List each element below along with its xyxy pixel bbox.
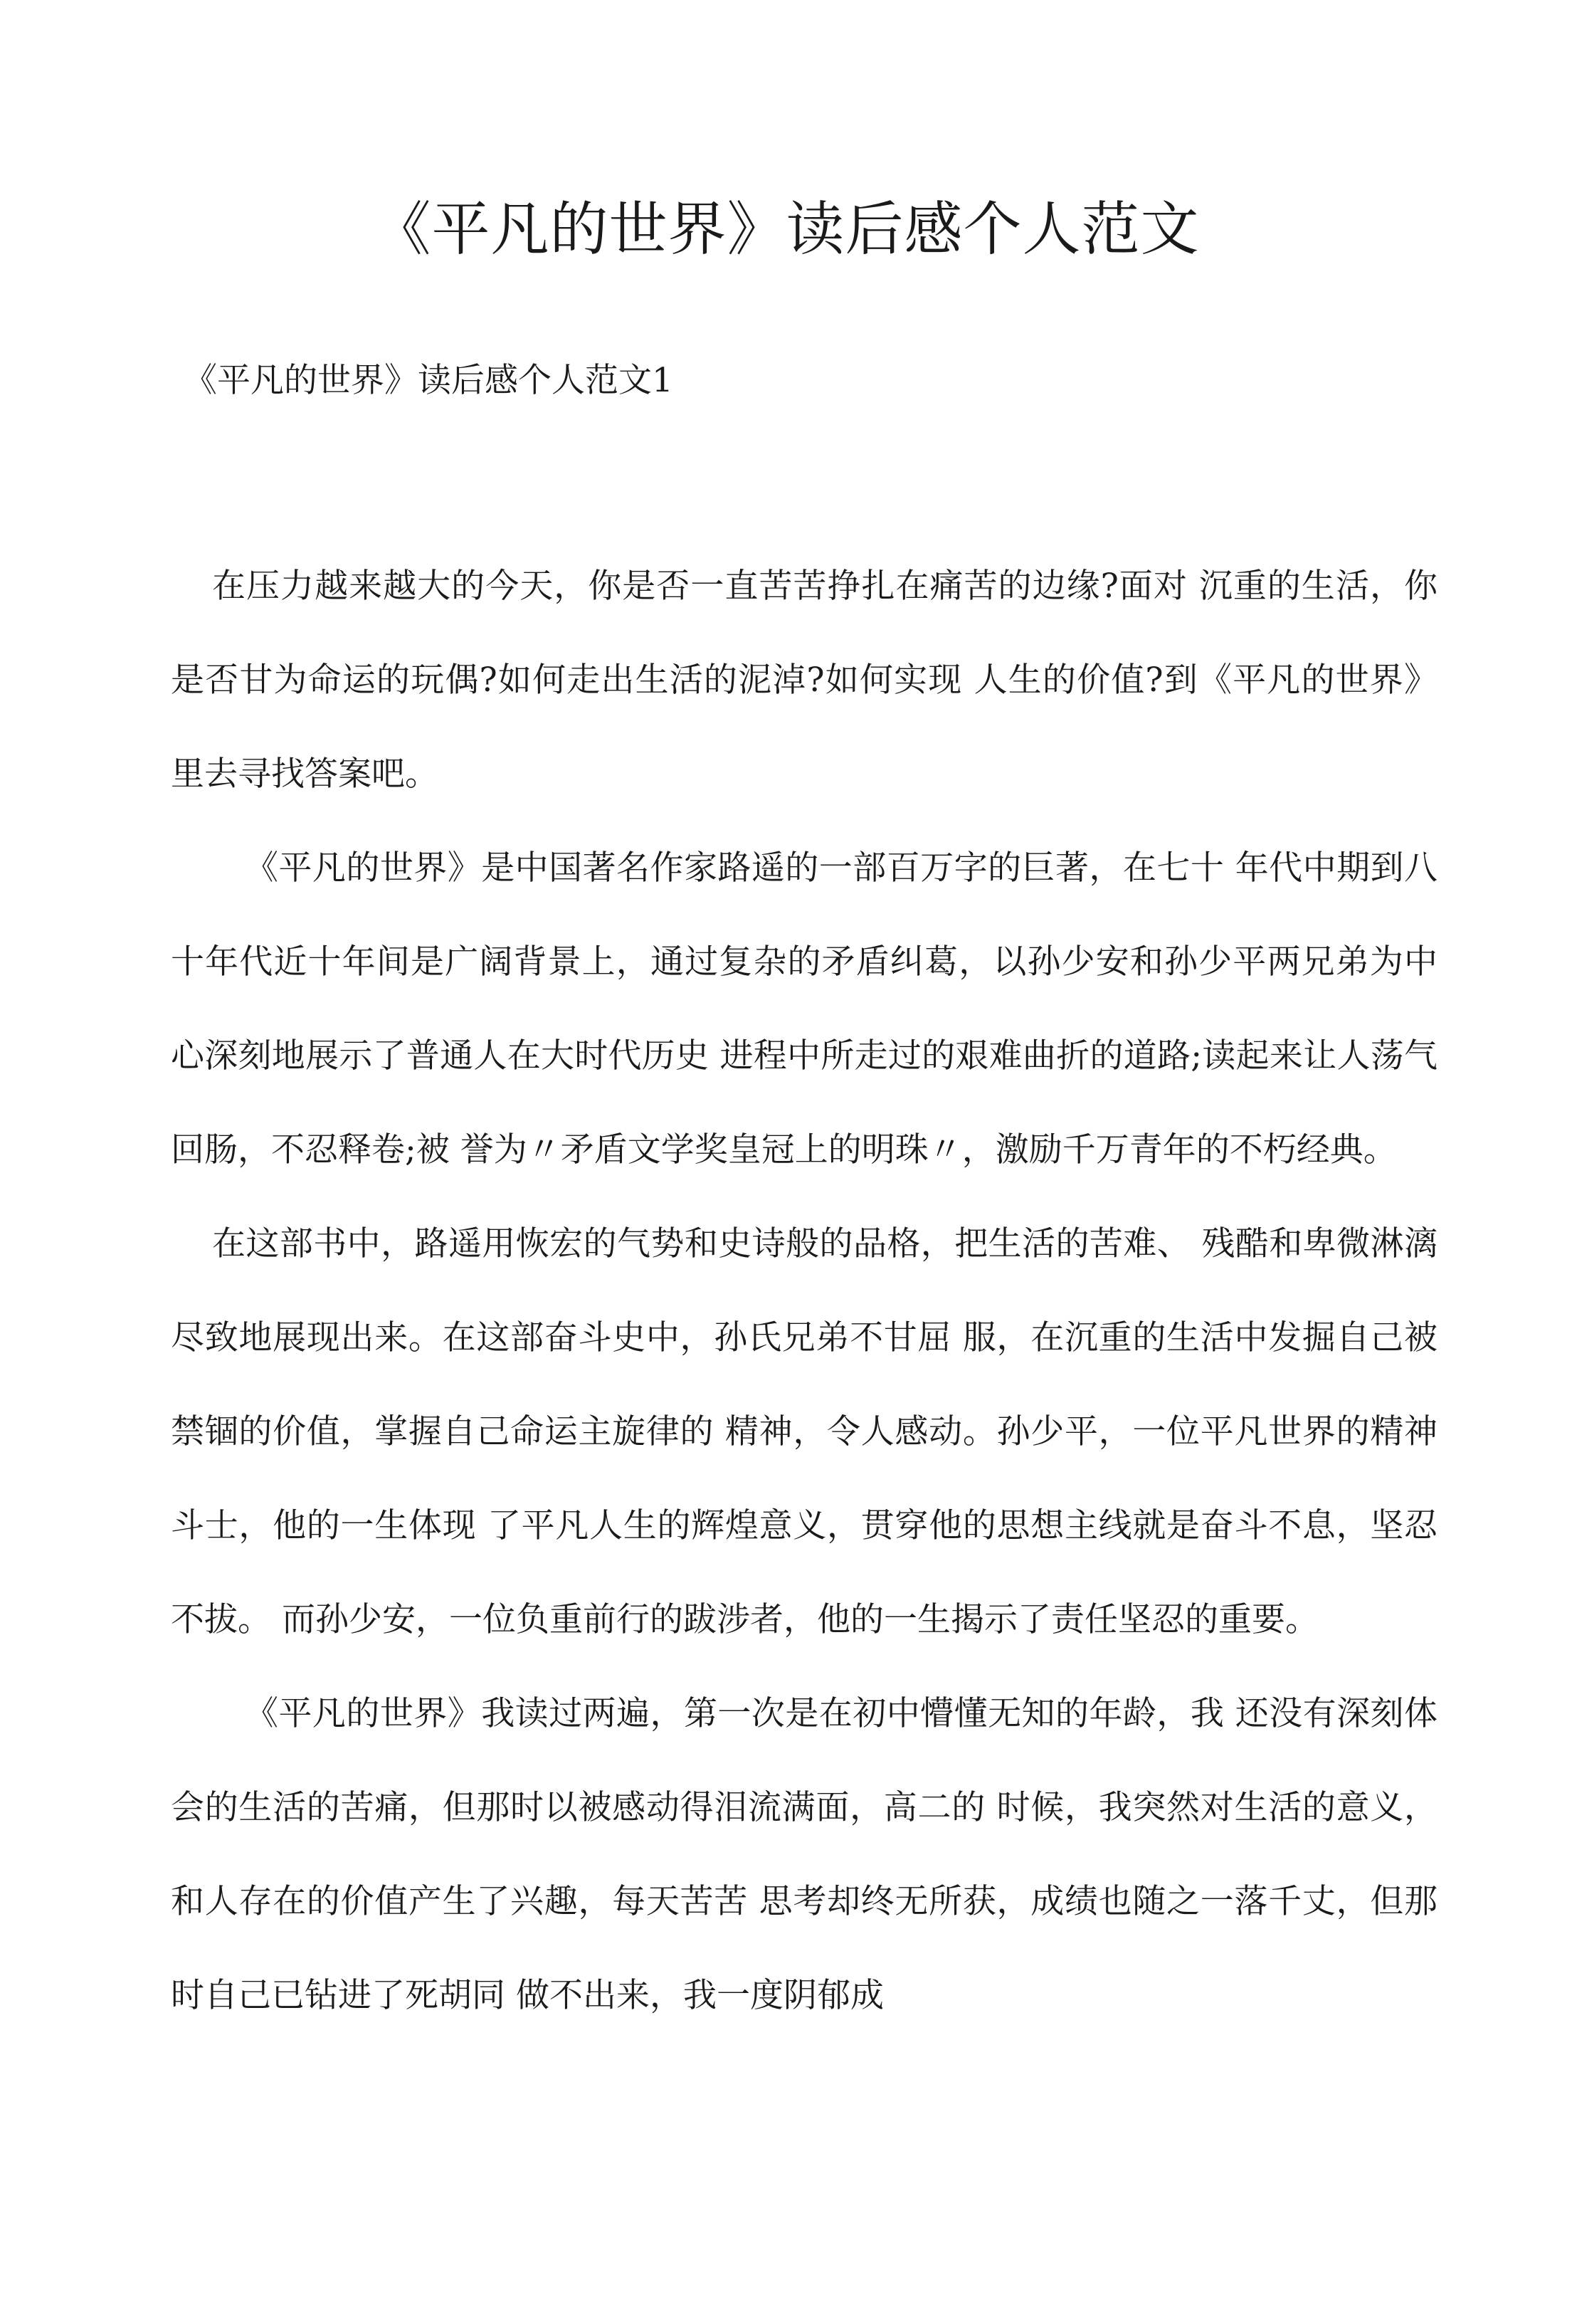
document-subtitle: 《平凡的世界》读后感个人范文1: [184, 361, 673, 400]
document-title: 《平凡的世界》读后感个人范文: [372, 196, 1200, 263]
paragraph: 《平凡的世界》是中国著名作家路遥的一部百万字的巨著，在七十 年代中期到八十年代近十年间是广阔背景上，通过复杂的矛盾纠葛，以孙少安和孙少平两兄弟为中心深刻地展示了普通人在大时代历史 进程中所走过的艰难曲折的道路;读起来让人荡气回肠，不忍释卷;被 誉为〃矛盾文学奖皇冠上的明珠〃，激励千万青年的不朽经典。: [171, 848, 1438, 1169]
document-body: [171, 540, 1438, 2043]
paragraph: 在这部书中，路遥用恢宏的气势和史诗般的品格，把生活的苦难、 残酷和卑微淋漓尽致地展现出来。在这部奋斗史中，孙氏兄弟不甘屈 服，在沉重的生活中发掘自己被禁锢的价值，掌握自己命运主旋律的 精神，令人感动。孙少平，一位平凡世界的精神斗士，他的一生体现 了平凡人生的辉煌意义，贯穿他的思想主线就是奋斗不息，坚忍不拔。 而孙少安，一位负重前行的跋涉者，他的一生揭示了责任坚忍的重要。: [171, 1224, 1438, 1639]
paragraph: 《平凡的世界》我读过两遍，第一次是在初中懵懂无知的年龄，我 还没有深刻体会的生活的苦痛，但那时以被感动得泪流满面，高二的 时候，我突然对生活的意义，和人存在的价值产生了兴趣，每天苦苦 思考却终无所获，成绩也随之一落千丈，但那时自己已钻进了死胡同 做不出来，我一度阴郁成: [171, 1694, 1438, 2015]
paragraph: 在压力越来越大的今天，你是否一直苦苦挣扎在痛苦的边缘?面对 沉重的生活，你是否甘为命运的玩偶?如何走出生活的泥淖?如何实现 人生的价值?到《平凡的世界》里去寻找答案吧。: [171, 567, 1438, 794]
